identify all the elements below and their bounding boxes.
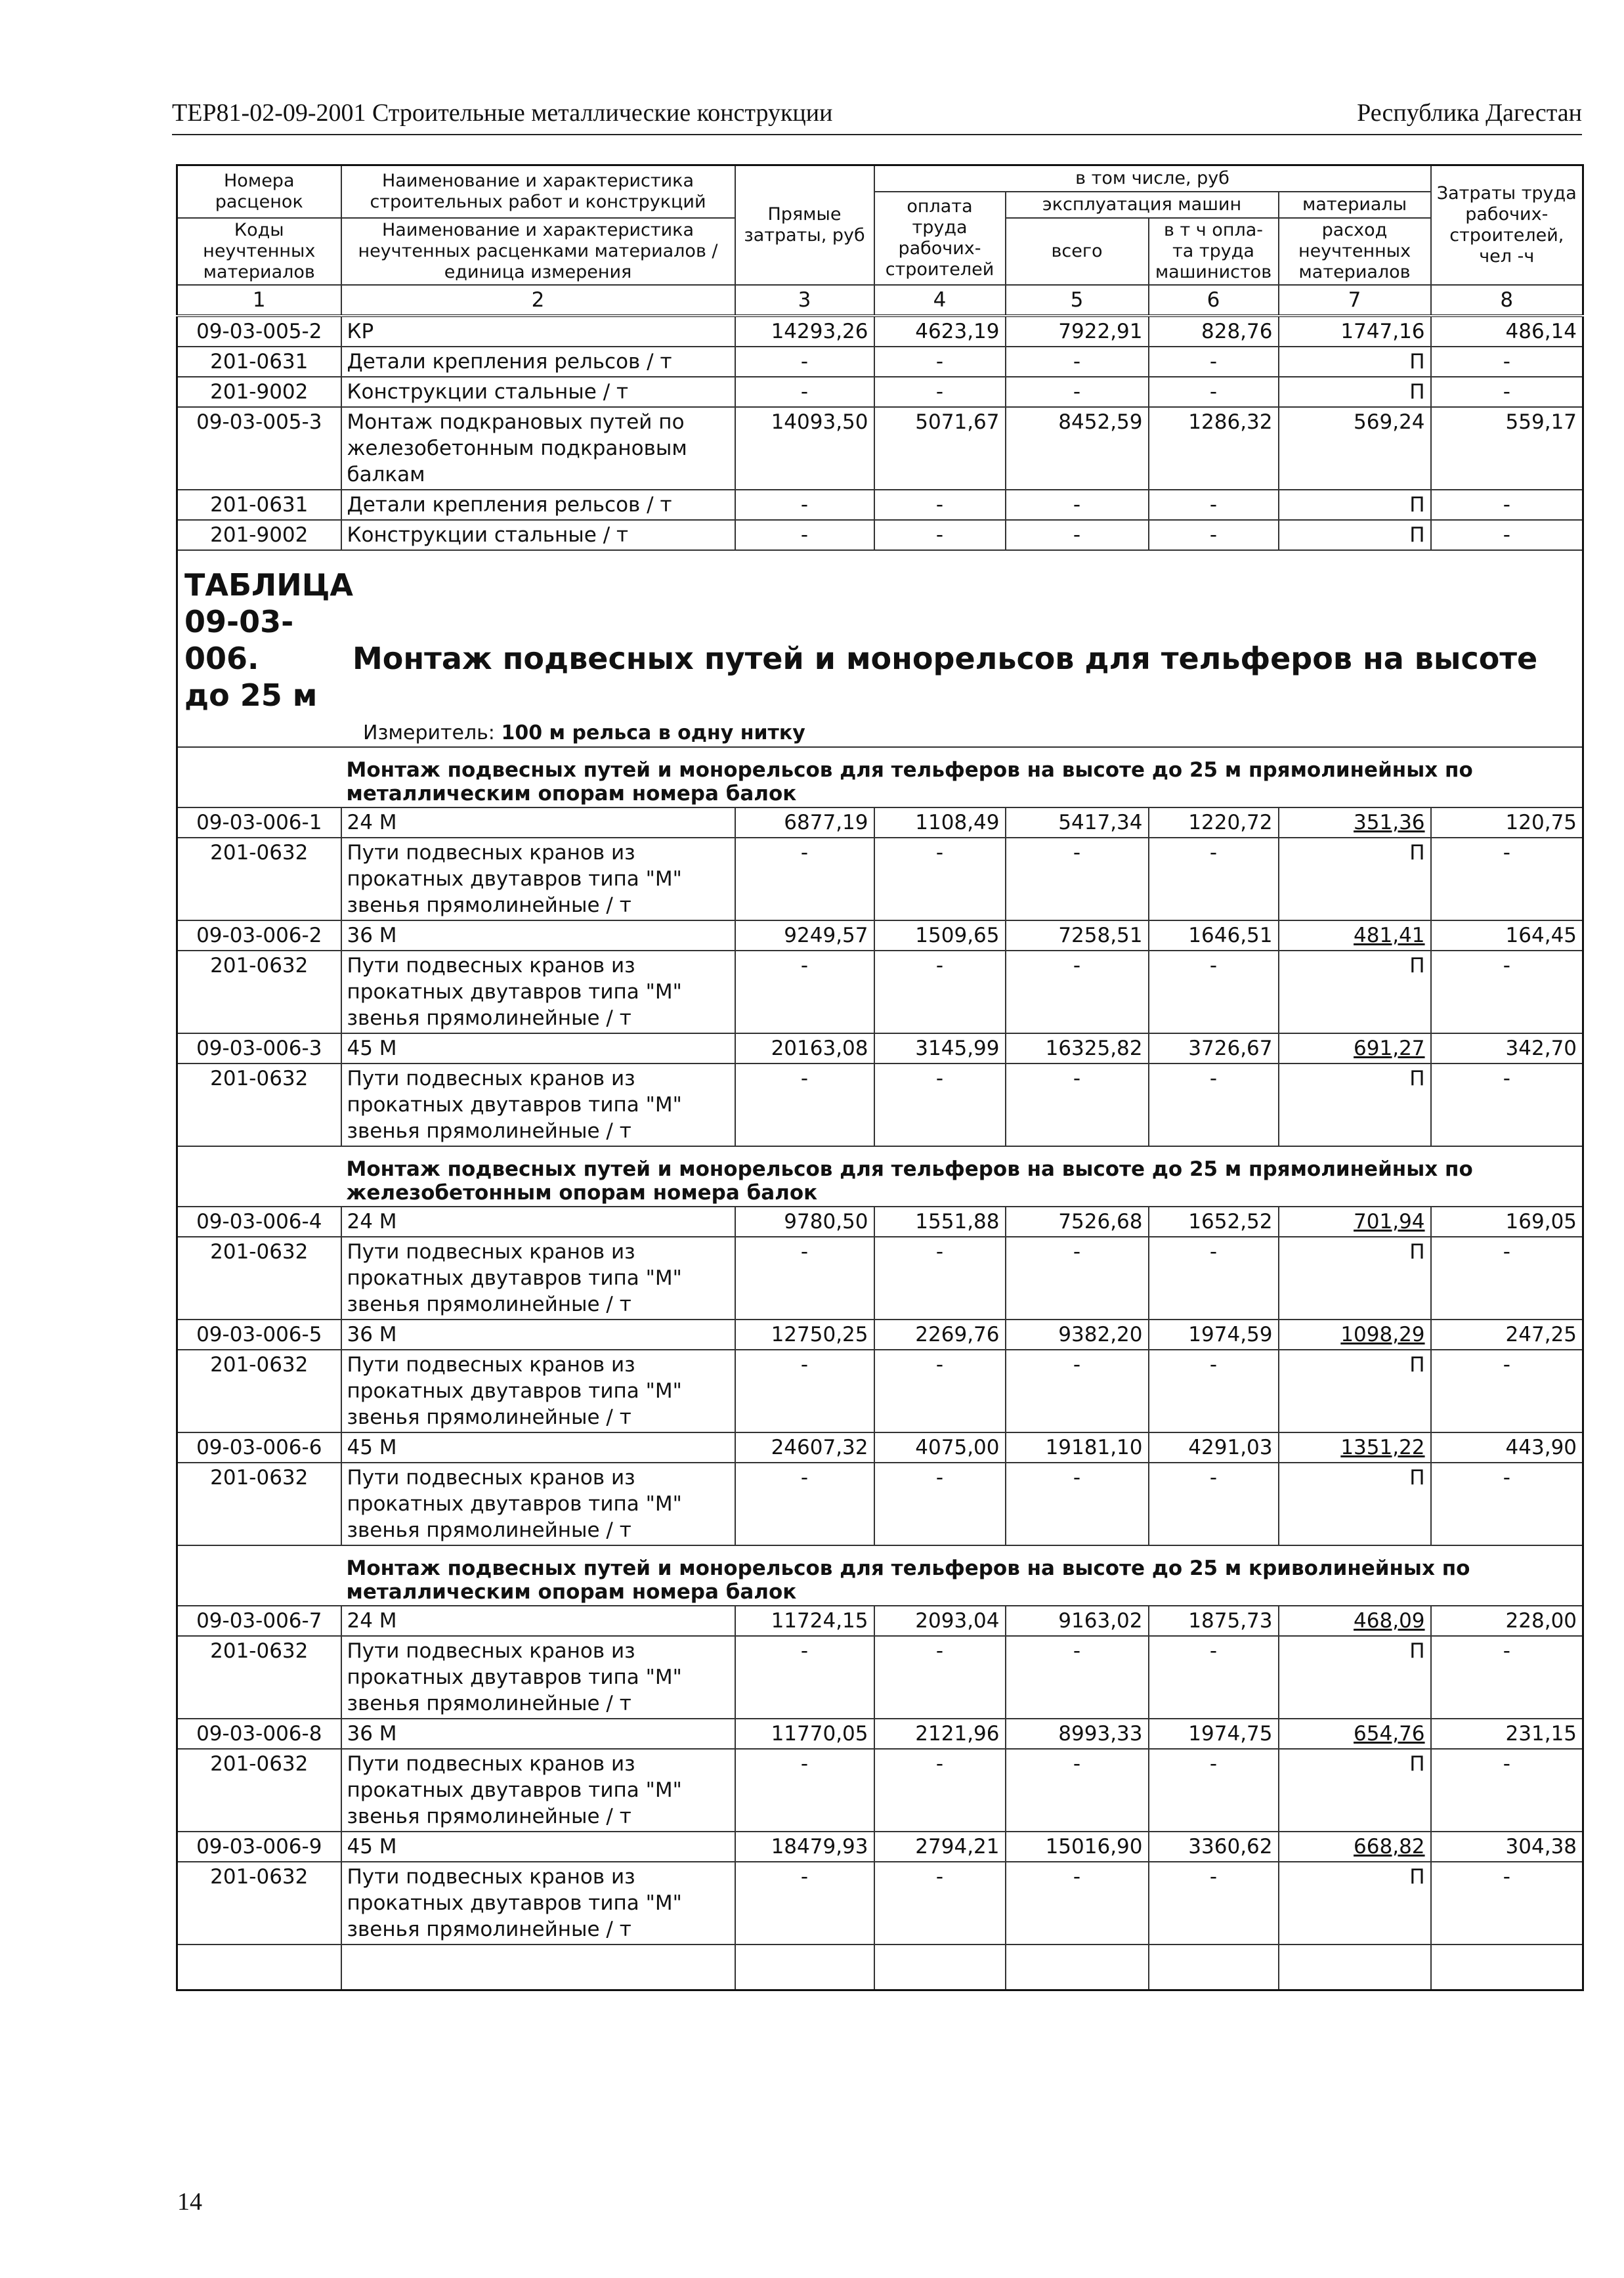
materials-value: П	[1409, 1352, 1425, 1377]
row-code: 09-03-005-3	[177, 407, 341, 490]
labor-hours: 164,45	[1431, 920, 1583, 951]
materials-value: 701,94	[1354, 1209, 1425, 1234]
operator-wages: -	[1149, 1064, 1279, 1146]
machine-total: 9382,20	[1006, 1320, 1149, 1350]
direct-costs: -	[735, 377, 874, 407]
row-name: 36 М	[341, 920, 735, 951]
operator-wages: -	[1149, 1350, 1279, 1432]
labor-hours: 120,75	[1431, 807, 1583, 838]
materials-value: П	[1409, 379, 1425, 404]
col-header-exploitation: эксплуатация машин	[1006, 192, 1279, 218]
row-code: 09-03-006-2	[177, 920, 341, 951]
row-name: Пути подвесных кранов из прокатных двутавров типа "М" звенья прямолинейные / т	[341, 1463, 735, 1545]
row-code: 09-03-006-5	[177, 1320, 341, 1350]
direct-costs: -	[735, 1749, 874, 1832]
col-header-group: в том числе, руб	[874, 165, 1431, 192]
materials-value: П	[1409, 523, 1425, 547]
materials	[1279, 377, 1431, 407]
row-name: Детали крепления рельсов / т	[341, 347, 735, 377]
section-heading-spacer	[177, 1545, 341, 1606]
materials	[1279, 520, 1431, 550]
table-sections	[177, 747, 1583, 1945]
wages: -	[874, 1463, 1006, 1545]
row-name: 24 М	[341, 1606, 735, 1636]
row-code: 201-9002	[177, 520, 341, 550]
machine-total: -	[1006, 838, 1149, 920]
materials-value: 468,09	[1354, 1608, 1425, 1633]
operator-wages: 1974,75	[1149, 1719, 1279, 1749]
labor-hours: -	[1431, 1237, 1583, 1320]
row-name: Конструкции стальные / т	[341, 377, 735, 407]
row-name: Пути подвесных кранов из прокатных двутавров типа "М" звенья прямолинейные / т	[341, 838, 735, 920]
page-number: 14	[177, 2188, 202, 2216]
materials	[1279, 1832, 1431, 1862]
row-code: 201-0632	[177, 1862, 341, 1945]
direct-costs: -	[735, 1064, 874, 1146]
row-code: 09-03-006-6	[177, 1432, 341, 1463]
operator-wages: -	[1149, 1463, 1279, 1545]
labor-hours: -	[1431, 838, 1583, 920]
operator-wages: -	[1149, 1237, 1279, 1320]
wages: 1108,49	[874, 807, 1006, 838]
operator-wages: -	[1149, 838, 1279, 920]
rate-row	[177, 1033, 1583, 1064]
row-name: Пути подвесных кранов из прокатных двутавров типа "М" звенья прямолинейные / т	[341, 951, 735, 1033]
materials	[1279, 951, 1431, 1033]
region-name: Республика Дагестан	[1357, 99, 1582, 127]
operator-wages: 3726,67	[1149, 1033, 1279, 1064]
section-heading	[177, 1545, 1583, 1606]
direct-costs: 14293,26	[735, 316, 874, 347]
wages: 1551,88	[874, 1207, 1006, 1237]
operator-wages: 828,76	[1149, 316, 1279, 347]
machine-total: 16325,82	[1006, 1033, 1149, 1064]
materials	[1279, 1432, 1431, 1463]
col-header-total: всего	[1006, 218, 1149, 285]
row-name: Пути подвесных кранов из прокатных двутавров типа "М" звенья прямолинейные / т	[341, 1636, 735, 1719]
machine-total: -	[1006, 490, 1149, 520]
direct-costs: -	[735, 347, 874, 377]
col-header-codes: Номера расценок	[177, 165, 341, 218]
material-row	[177, 1350, 1583, 1432]
direct-costs: 20163,08	[735, 1033, 874, 1064]
material-row	[177, 1064, 1583, 1146]
materials-value: П	[1409, 1864, 1425, 1889]
labor-hours: -	[1431, 377, 1583, 407]
row-name: Пути подвесных кранов из прокатных двутавров типа "М" звенья прямолинейные / т	[341, 1064, 735, 1146]
col-header-materials: материалы	[1279, 192, 1431, 218]
material-row	[177, 377, 1583, 407]
materials	[1279, 1719, 1431, 1749]
direct-costs: -	[735, 490, 874, 520]
machine-total: -	[1006, 1237, 1149, 1320]
materials-value: П	[1409, 1465, 1425, 1490]
materials	[1279, 316, 1431, 347]
materials-value: 351,36	[1354, 810, 1425, 834]
wages: -	[874, 1237, 1006, 1320]
direct-costs: 24607,32	[735, 1432, 874, 1463]
direct-costs: -	[735, 1350, 874, 1432]
row-name: 45 М	[341, 1033, 735, 1064]
operator-wages: 1286,32	[1149, 407, 1279, 490]
direct-costs: -	[735, 520, 874, 550]
materials-value: 569,24	[1354, 410, 1425, 434]
machine-total: -	[1006, 1064, 1149, 1146]
row-name: Монтаж подкрановых путей по железобетонным подкрановым балкам	[341, 407, 735, 490]
col-header-direct-costs: Прямые затраты, руб	[735, 165, 874, 285]
section-heading	[177, 747, 1583, 807]
materials	[1279, 407, 1431, 490]
row-name: Пути подвесных кранов из прокатных двутавров типа "М" звенья прямолинейные / т	[341, 1862, 735, 1945]
labor-hours: 486,14	[1431, 316, 1583, 347]
machine-total: -	[1006, 1862, 1149, 1945]
table-filler	[177, 1945, 1583, 1990]
materials	[1279, 807, 1431, 838]
rate-row	[177, 1432, 1583, 1463]
materials	[1279, 1636, 1431, 1719]
operator-wages: 1974,59	[1149, 1320, 1279, 1350]
operator-wages: 1220,72	[1149, 807, 1279, 838]
machine-total: 15016,90	[1006, 1832, 1149, 1862]
operator-wages: -	[1149, 520, 1279, 550]
wages: -	[874, 520, 1006, 550]
direct-costs: -	[735, 1862, 874, 1945]
materials-value: П	[1409, 953, 1425, 978]
row-name: Конструкции стальные / т	[341, 520, 735, 550]
rate-row	[177, 1719, 1583, 1749]
materials	[1279, 1862, 1431, 1945]
labor-hours: -	[1431, 951, 1583, 1033]
machine-total: 5417,34	[1006, 807, 1149, 838]
wages: 3145,99	[874, 1033, 1006, 1064]
wages: -	[874, 1064, 1006, 1146]
row-code: 09-03-006-9	[177, 1832, 341, 1862]
machine-total: -	[1006, 347, 1149, 377]
row-code: 201-0631	[177, 490, 341, 520]
material-row	[177, 520, 1583, 550]
col-header-material-codes: Коды неучтенных материалов	[177, 218, 341, 285]
wages: -	[874, 1862, 1006, 1945]
direct-costs: 14093,50	[735, 407, 874, 490]
operator-wages: -	[1149, 347, 1279, 377]
operator-wages: 1646,51	[1149, 920, 1279, 951]
document-title: ТЕР81-02-09-2001 Строительные металлические конструкции	[172, 99, 833, 127]
wages: -	[874, 1749, 1006, 1832]
row-name: 36 М	[341, 1320, 735, 1350]
col-header-operator-wages: в т ч опла-та труда машинистов	[1149, 218, 1279, 285]
machine-total: -	[1006, 377, 1149, 407]
materials	[1279, 1064, 1431, 1146]
material-row	[177, 1636, 1583, 1719]
materials-value: П	[1409, 840, 1425, 865]
materials	[1279, 920, 1431, 951]
labor-hours: -	[1431, 1463, 1583, 1545]
row-code: 201-9002	[177, 377, 341, 407]
labor-hours: -	[1431, 490, 1583, 520]
materials-value: 1351,22	[1340, 1435, 1425, 1459]
direct-costs: 11770,05	[735, 1719, 874, 1749]
materials-value: 481,41	[1354, 923, 1425, 947]
materials-value: П	[1409, 1066, 1425, 1090]
machine-total: 7258,51	[1006, 920, 1149, 951]
section-heading-spacer	[177, 1146, 341, 1207]
materials-value: 691,27	[1354, 1036, 1425, 1060]
row-code: 201-0632	[177, 1749, 341, 1832]
direct-costs: -	[735, 838, 874, 920]
machine-total: -	[1006, 1636, 1149, 1719]
materials-value: П	[1409, 349, 1425, 374]
running-header	[172, 98, 1582, 135]
row-name: Пути подвесных кранов из прокатных двутавров типа "М" звенья прямолинейные / т	[341, 1237, 735, 1320]
row-name: 36 М	[341, 1719, 735, 1749]
row-code: 09-03-006-3	[177, 1033, 341, 1064]
rate-row	[177, 1832, 1583, 1862]
rate-row	[177, 1207, 1583, 1237]
direct-costs: 18479,93	[735, 1832, 874, 1862]
materials	[1279, 490, 1431, 520]
machine-total: 7526,68	[1006, 1207, 1149, 1237]
direct-costs: -	[735, 951, 874, 1033]
row-code: 201-0632	[177, 1064, 341, 1146]
direct-costs: 9780,50	[735, 1207, 874, 1237]
row-code: 201-0632	[177, 1350, 341, 1432]
row-name: Пути подвесных кранов из прокатных двутавров типа "М" звенья прямолинейные / т	[341, 1350, 735, 1432]
row-name: 45 М	[341, 1832, 735, 1862]
materials	[1279, 1463, 1431, 1545]
rate-row	[177, 807, 1583, 838]
wages: 5071,67	[874, 407, 1006, 490]
col-header-labor: Затраты труда рабочих-строителей, чел -ч	[1431, 165, 1583, 285]
table-title: ТАБЛИЦА 09-03-006. Монтаж подвесных путей и монорельсов для тельферов на высоте до 25 м	[184, 567, 1538, 713]
row-code: 201-0631	[177, 347, 341, 377]
rate-row	[177, 920, 1583, 951]
labor-hours: 342,70	[1431, 1033, 1583, 1064]
wages: -	[874, 1636, 1006, 1719]
material-row	[177, 1749, 1583, 1832]
rate-row	[177, 1320, 1583, 1350]
material-row	[177, 490, 1583, 520]
materials	[1279, 1237, 1431, 1320]
materials	[1279, 347, 1431, 377]
material-row	[177, 951, 1583, 1033]
wages: 1509,65	[874, 920, 1006, 951]
rate-row	[177, 1606, 1583, 1636]
row-code: 09-03-006-4	[177, 1207, 341, 1237]
wages: 2121,96	[874, 1719, 1006, 1749]
machine-total: -	[1006, 951, 1149, 1033]
rate-row	[177, 316, 1583, 347]
operator-wages: -	[1149, 1749, 1279, 1832]
labor-hours: 443,90	[1431, 1432, 1583, 1463]
wages: -	[874, 951, 1006, 1033]
machine-total: 7922,91	[1006, 316, 1149, 347]
materials	[1279, 1606, 1431, 1636]
operator-wages: -	[1149, 377, 1279, 407]
row-code: 09-03-006-8	[177, 1719, 341, 1749]
materials	[1279, 1350, 1431, 1432]
material-row	[177, 1463, 1583, 1545]
machine-total: -	[1006, 520, 1149, 550]
section-heading-spacer	[177, 747, 341, 807]
row-code: 09-03-006-7	[177, 1606, 341, 1636]
row-code: 201-0632	[177, 1463, 341, 1545]
row-name: Пути подвесных кранов из прокатных двутавров типа "М" звенья прямолинейные / т	[341, 1749, 735, 1832]
wages: 4623,19	[874, 316, 1006, 347]
col-header-names: Наименование и характеристика строительных работ и конструкций	[341, 165, 735, 218]
materials-value: 1098,29	[1340, 1322, 1425, 1346]
row-code: 09-03-005-2	[177, 316, 341, 347]
row-name: КР	[341, 316, 735, 347]
table-header	[177, 165, 1583, 316]
labor-hours: 559,17	[1431, 407, 1583, 490]
materials	[1279, 1749, 1431, 1832]
labor-hours: -	[1431, 1636, 1583, 1719]
machine-total: -	[1006, 1749, 1149, 1832]
labor-hours: -	[1431, 347, 1583, 377]
operator-wages: -	[1149, 1636, 1279, 1719]
materials-value: П	[1409, 492, 1425, 517]
materials-value: П	[1409, 1751, 1425, 1776]
operator-wages: 3360,62	[1149, 1832, 1279, 1862]
wages: 2269,76	[874, 1320, 1006, 1350]
column-numbers: 1 2 3 4 5 6 7 8	[177, 285, 1583, 316]
labor-hours: -	[1431, 520, 1583, 550]
direct-costs: -	[735, 1636, 874, 1719]
row-name: Детали крепления рельсов / т	[341, 490, 735, 520]
section-heading-text: Монтаж подвесных путей и монорельсов для тельферов на высоте до 25 м прямолинейных по железобетонным опорам номера балок	[341, 1146, 1583, 1207]
operator-wages: 1652,52	[1149, 1207, 1279, 1237]
row-code: 201-0632	[177, 1636, 341, 1719]
materials-value: 1747,16	[1340, 319, 1425, 343]
labor-hours: -	[1431, 1749, 1583, 1832]
labor-hours: 169,05	[1431, 1207, 1583, 1237]
machine-total: -	[1006, 1350, 1149, 1432]
labor-hours: -	[1431, 1350, 1583, 1432]
direct-costs: -	[735, 1237, 874, 1320]
operator-wages: -	[1149, 951, 1279, 1033]
row-code: 09-03-006-1	[177, 807, 341, 838]
materials-value: П	[1409, 1639, 1425, 1663]
materials-value: 654,76	[1354, 1721, 1425, 1746]
materials-value: П	[1409, 1239, 1425, 1264]
material-row	[177, 347, 1583, 377]
labor-hours: 231,15	[1431, 1719, 1583, 1749]
material-row	[177, 838, 1583, 920]
row-code: 201-0632	[177, 838, 341, 920]
previous-table-rows	[177, 316, 1583, 550]
materials	[1279, 1207, 1431, 1237]
machine-total: 8993,33	[1006, 1719, 1149, 1749]
col-header-unaccounted: расход неучтенных материалов	[1279, 218, 1431, 285]
operator-wages: 4291,03	[1149, 1432, 1279, 1463]
machine-total: 8452,59	[1006, 407, 1149, 490]
materials-value: 668,82	[1354, 1834, 1425, 1859]
materials	[1279, 838, 1431, 920]
col-header-wages: оплата труда рабочих-строителей	[874, 192, 1006, 285]
row-name: 45 М	[341, 1432, 735, 1463]
table-title-block	[177, 550, 1583, 747]
wages: -	[874, 377, 1006, 407]
labor-hours: -	[1431, 1862, 1583, 1945]
wages: -	[874, 347, 1006, 377]
labor-hours: 304,38	[1431, 1832, 1583, 1862]
labor-hours: 247,25	[1431, 1320, 1583, 1350]
row-code: 201-0632	[177, 951, 341, 1033]
row-name: 24 М	[341, 1207, 735, 1237]
operator-wages: -	[1149, 490, 1279, 520]
material-row	[177, 1862, 1583, 1945]
wages: 4075,00	[874, 1432, 1006, 1463]
wages: 2093,04	[874, 1606, 1006, 1636]
price-table	[176, 164, 1584, 1991]
unit-of-measure: Измеритель: 100 м рельса в одну нитку	[363, 721, 805, 744]
rate-row	[177, 407, 1583, 490]
direct-costs: 9249,57	[735, 920, 874, 951]
materials	[1279, 1033, 1431, 1064]
col-header-material-names: Наименование и характеристика неучтенных расценками материалов / единица измерения	[341, 218, 735, 285]
labor-hours: -	[1431, 1064, 1583, 1146]
section-heading	[177, 1146, 1583, 1207]
direct-costs: 11724,15	[735, 1606, 874, 1636]
machine-total: 19181,10	[1006, 1432, 1149, 1463]
labor-hours: 228,00	[1431, 1606, 1583, 1636]
machine-total: -	[1006, 1463, 1149, 1545]
direct-costs: -	[735, 1463, 874, 1545]
wages: 2794,21	[874, 1832, 1006, 1862]
section-heading-text: Монтаж подвесных путей и монорельсов для тельферов на высоте до 25 м прямолинейных по металлическим опорам номера балок	[341, 747, 1583, 807]
wages: -	[874, 490, 1006, 520]
materials	[1279, 1320, 1431, 1350]
machine-total: 9163,02	[1006, 1606, 1149, 1636]
wages: -	[874, 838, 1006, 920]
section-heading-text: Монтаж подвесных путей и монорельсов для тельферов на высоте до 25 м криволинейных по металлическим опорам номера балок	[341, 1545, 1583, 1606]
wages: -	[874, 1350, 1006, 1432]
operator-wages: 1875,73	[1149, 1606, 1279, 1636]
direct-costs: 12750,25	[735, 1320, 874, 1350]
operator-wages: -	[1149, 1862, 1279, 1945]
material-row	[177, 1237, 1583, 1320]
row-code: 201-0632	[177, 1237, 341, 1320]
row-name: 24 М	[341, 807, 735, 838]
direct-costs: 6877,19	[735, 807, 874, 838]
